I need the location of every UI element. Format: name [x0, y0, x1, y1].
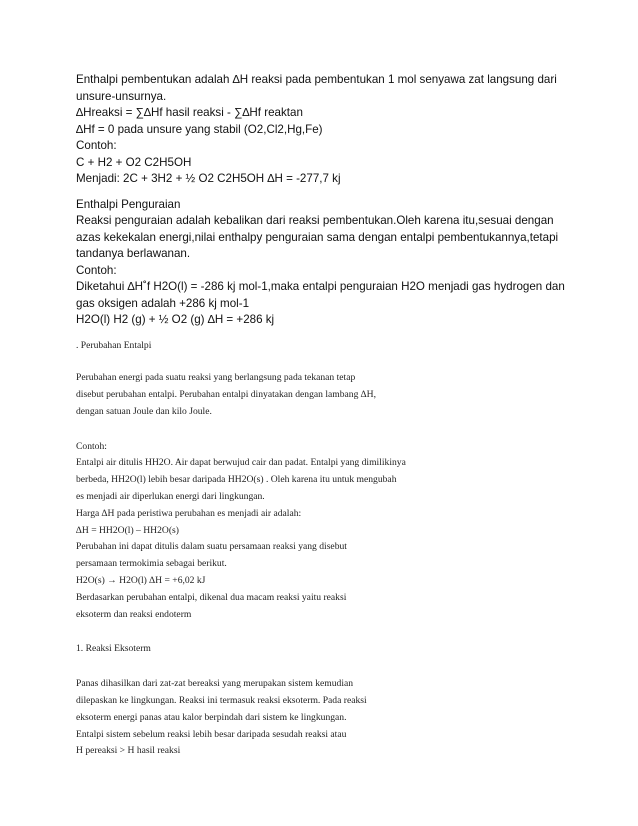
text-line: es menjadi air diperlukan energi dari lingkungan. [76, 491, 265, 503]
formula-line: ∆Hf = 0 pada unsure yang stabil (O2,Cl2,Hg,Fe) [76, 122, 323, 136]
text-line: azas kekekalan energi,nilai enthalpy penguraian sama dengan entalpi pembentukannya,tetapi [76, 230, 559, 244]
text-line: Reaksi penguraian adalah kebalikan dari reaksi pembentukan.Oleh karena itu,sesuai dengan [76, 214, 554, 227]
section-heading: . Perubahan Entalpi [76, 339, 152, 351]
text-line: Berdasarkan perubahan entalpi, dikenal dua macam reaksi yaitu reaksi [76, 591, 347, 603]
text-line: Enthalpi pembentukan adalah ∆H reaksi pada pembentukan 1 mol senyawa zat langsung dari [76, 73, 557, 86]
text-line: eksoterm dan reaksi endoterm [76, 608, 192, 620]
text-line: gas oksigen adalah +286 kj mol-1 [76, 296, 250, 310]
formula-line: H2O(s) → H2O(l) ∆H = +6,02 kJ [76, 575, 206, 587]
formula-line: H2O(l) H2 (g) + ½ O2 (g) ∆H = +286 kj [76, 313, 275, 326]
text-line: Contoh: [76, 263, 117, 277]
formula-line: ∆H = HH2O(l) – HH2O(s) [76, 524, 179, 536]
section-enthalpi-penguraian [76, 197, 576, 329]
text-line: dengan satuan Joule dan kilo Joule. [76, 405, 212, 417]
text-line: persamaan termokimia sebagai berikut. [76, 558, 227, 570]
text-line: Perubahan energi pada suatu reaksi yang berlangsung pada tekanan tetap [76, 372, 356, 384]
formula-line: ∆Hreaksi = ∑∆Hf hasil reaksi - ∑∆Hf reaktan [76, 106, 303, 119]
section-heading: Enthalpi Penguraian [76, 197, 181, 211]
text-line: tandanya berlawanan. [76, 247, 191, 260]
text-line: eksoterm energi panas atau kalor berpindah dari sistem ke lingkungan. [76, 711, 347, 723]
section-heading: 1. Reaksi Eksoterm [76, 643, 151, 655]
text-line: disebut perubahan entalpi. Perubahan entalpi dinyatakan dengan lambang ∆H, [76, 389, 376, 401]
text-line: Perubahan ini dapat ditulis dalam suatu persamaan reaksi yang disebut [76, 541, 347, 553]
text-line: berbeda, HH2O(l) lebih besar daripada HH2O(s) . Oleh karena itu untuk mengubah [76, 474, 397, 486]
formula-line: C + H2 + O2 C2H5OH [76, 155, 192, 169]
section-perubahan-entalpi [76, 338, 576, 761]
text-line: Entalpi sistem sebelum reaksi lebih besar daripada sesudah reaksi atau [76, 728, 347, 740]
document-body [76, 72, 576, 760]
section-enthalpi-pembentukan [76, 72, 576, 188]
text-line: Panas dihasilkan dari zat-zat bereaksi yang merupakan sistem kemudian [76, 678, 354, 690]
formula-line: Menjadi: 2C + 3H2 + ½ O2 C2H5OH ∆H = -277,7 kj [76, 172, 341, 185]
text-line: Entalpi air ditulis HH2O. Air dapat berwujud cair dan padat. Entalpi yang dimilikinya [76, 457, 406, 469]
text-line: Contoh: [76, 139, 117, 152]
text-line: unsure-unsurnya. [76, 89, 167, 103]
formula-line: H pereaksi > H hasil reaksi [76, 745, 181, 757]
text-line: Harga ∆H pada peristiwa perubahan es menjadi air adalah: [76, 507, 302, 519]
text-line: Contoh: [76, 440, 107, 452]
text-line: Diketahui ∆H˚f H2O(l) = -286 kj mol-1,maka entalpi penguraian H2O menjadi gas hydrogen dan [76, 280, 565, 293]
text-line: dilepaskan ke lingkungan. Reaksi ini termasuk reaksi eksoterm. Pada reaksi [76, 695, 367, 707]
